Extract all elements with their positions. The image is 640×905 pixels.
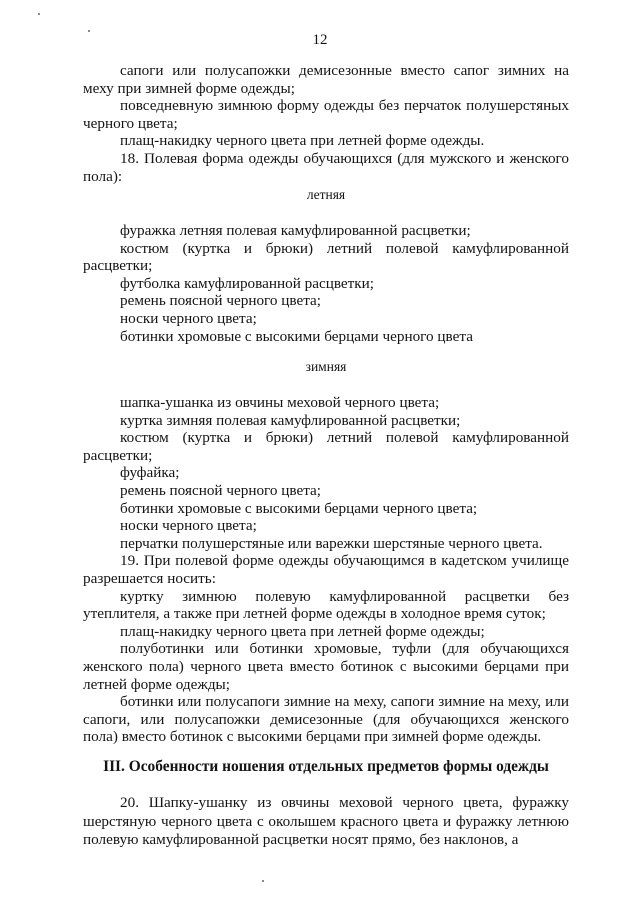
list-item: костюм (куртка и брюки) летний полевой камуфлированной расцветки; [83,429,569,464]
list-item: ремень поясной черного цвета; [120,292,322,310]
winter-items-list [83,394,569,746]
list-item: ботинки хромовые с высокими берцами черного цвета [120,327,473,345]
paragraph: куртку зимнюю полевую камуфлированной расцветки без утеплителя, а также при летней форме одежды в холодное время суток; [83,587,569,623]
list-item: куртка зимняя полевая камуфлированной расцветки; [120,411,461,429]
text-block-1 [83,62,569,185]
paragraph: плащ-накидку черного цвета при летней форме одежды; [120,622,485,640]
list-item: фуражка летняя полевая камуфлированной расцветки; [120,222,471,239]
list-item: фуфайка; [120,464,180,482]
subheading-summer: летняя [306,187,346,202]
list-item: футболка камуфлированной расцветки; [120,274,375,292]
list-item: носки черного цвета; [120,517,257,535]
text-block-4 [83,794,569,850]
list-item: шапка-ушанка из овчины меховой черного цвета; [120,394,440,411]
paragraph: полуботинки или ботинки хромовые, туфли (для обучающихся женского пола) черного цвета вместо ботинок с высокими берцами при летней форме одежды; [83,640,569,693]
subheading-winter-wrap [83,358,569,376]
list-item: костюм (куртка и брюки) летний полевой камуфлированной расцветки; [83,239,569,275]
scan-speck [262,880,264,882]
page-number: 12 [312,32,328,48]
paragraph: 20. Шапку-ушанку из овчины меховой черного цвета, фуражку шерстяную черного цвета с околышем красного цвета и фуражку летнюю полевую камуфлированной расцветки носят прямо, без наклонов, а [83,794,569,848]
scan-speck [38,13,40,15]
subheading-summer-wrap [83,186,569,204]
section-heading: III. Особенности ношения отдельных предметов формы одежды [103,758,549,775]
paragraph: сапоги или полусапожки демисезонные вместо сапог зимних на меху при зимней форме одежды; [83,62,569,97]
paragraph: ботинки или полусапоги зимние на меху, сапоги зимние на меху, или сапоги, или полусапожки демисезонные (для обучающихся женского пола) вместо ботинок с высокими берцами при зимней форме одежды. [83,693,569,746]
paragraph: плащ-накидку черного цвета при летней форме одежды. [120,132,485,150]
list-item: ремень поясной черного цвета; [120,481,322,499]
list-item: носки черного цвета; [120,309,257,327]
subheading-winter: зимняя [305,359,347,374]
list-item: перчатки полушерстяные или варежки шерстяные черного цвета. [120,534,543,552]
summer-items-list [83,222,569,345]
list-item: ботинки хромовые с высокими берцами черного цвета; [120,499,478,517]
paragraph: повседневную зимнюю форму одежды без перчаток полушерстяных черного цвета; [83,97,569,132]
paragraph: 18. Полевая форма одежды обучающихся (для мужского и женского пола): [83,149,569,185]
paragraph: 19. При полевой форме одежды обучающимся в кадетском училище разрешается носить: [83,552,569,587]
